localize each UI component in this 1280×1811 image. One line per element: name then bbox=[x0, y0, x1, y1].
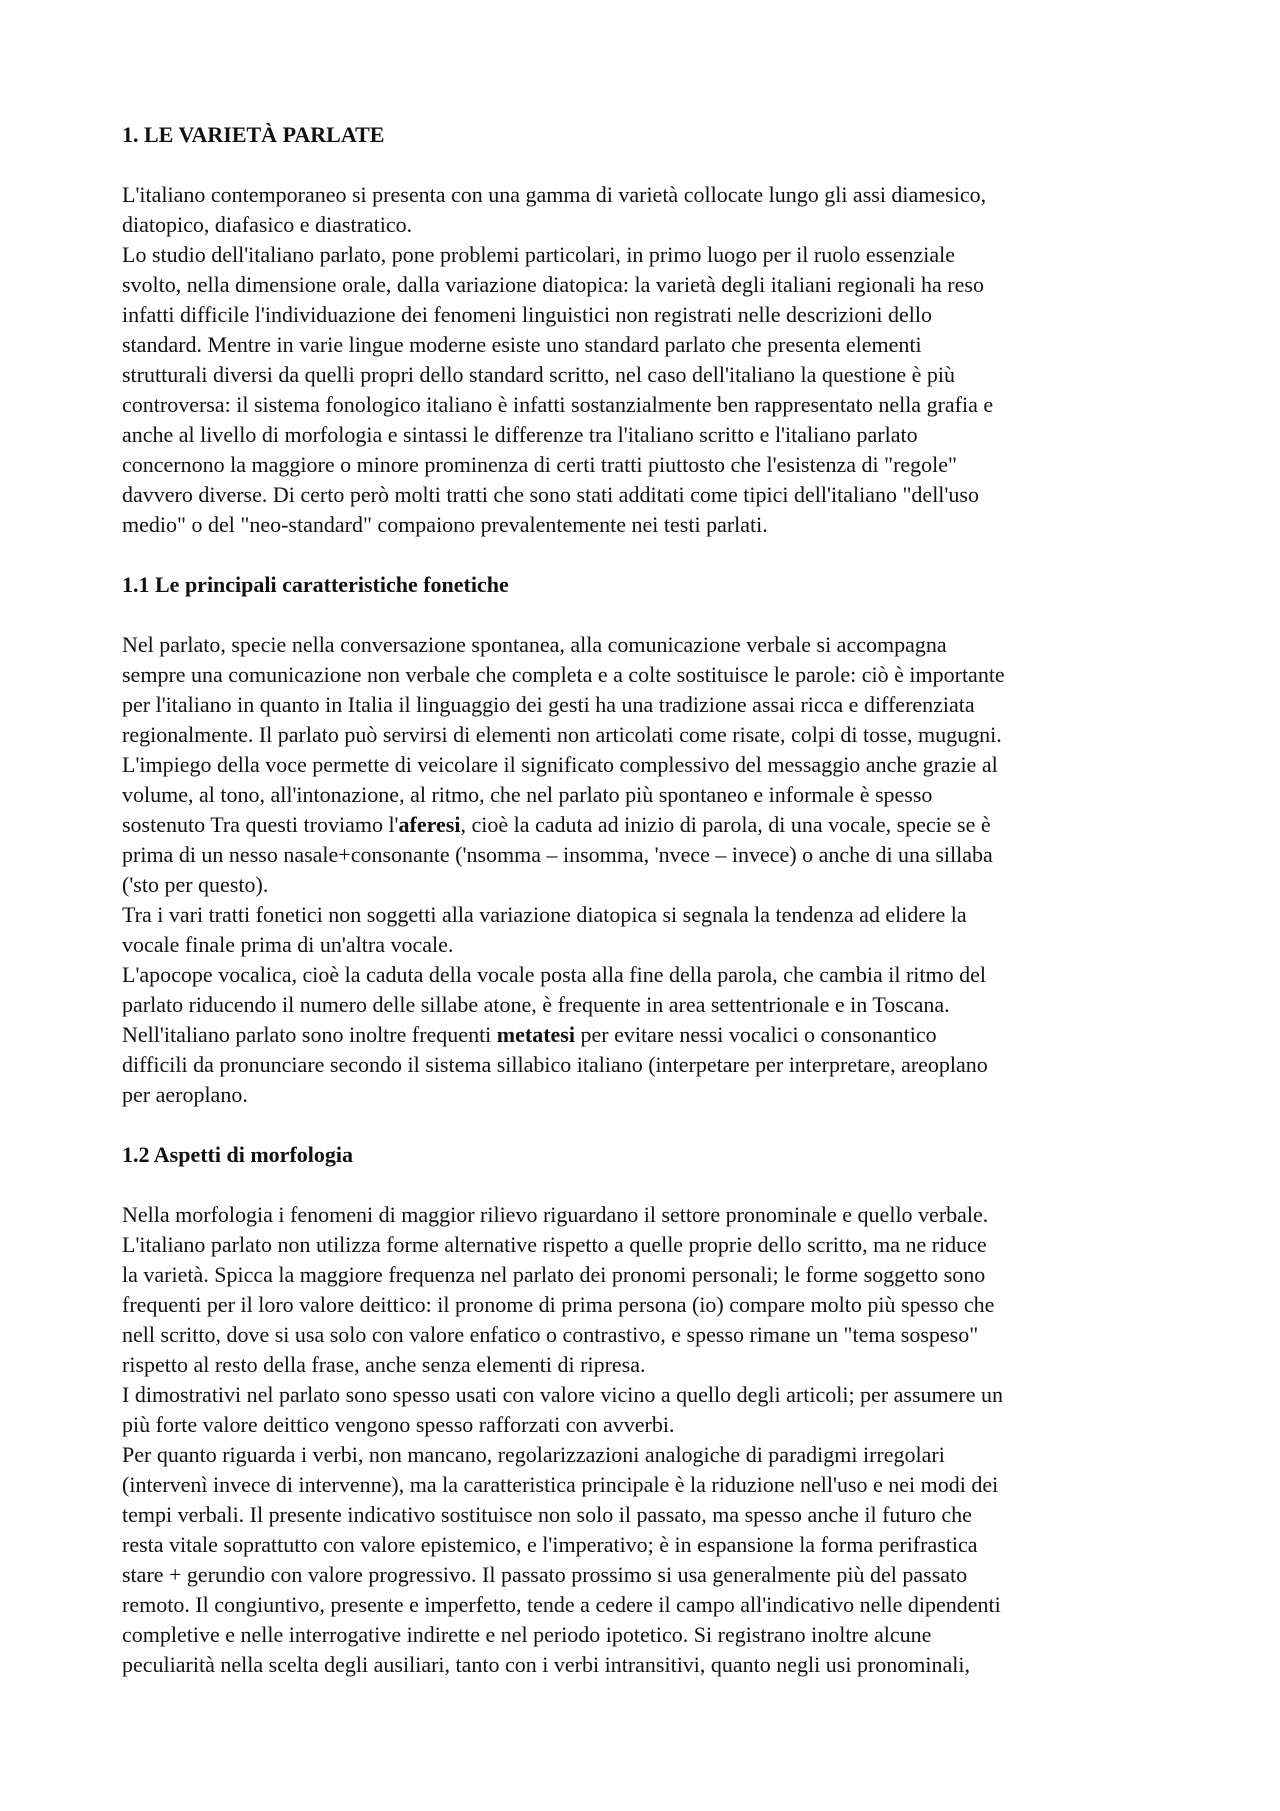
phonetics-paragraph-4 bbox=[122, 1020, 1182, 1110]
section-heading-phonetics: 1.1 Le principali caratteristiche fonetiche bbox=[122, 572, 509, 597]
morphology-paragraph-1: Nella morfologia i fenomeni di maggior rilievo riguardano il settore pronominale e quello verbale. L'italiano parlato non utilizza forme alternative rispetto a quelle proprie dello scritto, ma ne riduce la varietà. Spicca la maggiore frequenza nel parlato dei pronomi personali; le forme soggetto sono frequenti per il loro valore deittico: il pronome di prima persona (io) compare molto più spesso che nell scritto, dove si usa solo con valore enfatico o contrastivo, e spesso rimane un "tema sospeso" rispetto al resto della frase, anche senza elementi di ripresa. bbox=[122, 1202, 995, 1377]
phonetics-text: , cioè la caduta ad inizio di parola, di una vocale, specie se è prima di un nesso nasale+consonante ('nsomma – insomma, 'nvece – invece) o anche di una sillaba ('sto per questo). bbox=[122, 812, 993, 897]
phonetics-text: Nel parlato, specie nella conversazione spontanea, alla comunicazione verbale si accompagna sempre una comunicazione non verbale che completa e a colte sostituisce le parole: ciò è importante per l'italiano in quanto in Italia il linguaggio dei gesti ha una tradizione assai ricca e differenziata regionalmente. Il parlato può servirsi di elementi non articolati come risate, colpi di tosse, mugugni. L'impiego della voce permette di veicolare il significato complessivo del messaggio anche grazie al volume, al tono, all'intonazione, al ritmo, che nel parlato più spontaneo e informale è spesso sostenuto Tra questi troviamo l' bbox=[122, 632, 1005, 837]
morphology-paragraph-3: Per quanto riguarda i verbi, non mancano, regolarizzazioni analogiche di paradigmi irregolari (intervenì invece di intervenne), ma la caratteristica principale è la riduzione nell'uso e nei modi dei tempi verbali. Il presente indicativo sostituisce non solo il passato, ma spesso anche il futuro che resta vitale soprattutto con valore epistemico, e l'imperativo; è in espansione la forma perifrastica stare + gerundio con valore progressivo. Il passato prossimo si usa generalmente più del passato remoto. Il congiuntivo, presente e imperfetto, tende a cedere il campo all'indicativo nelle dipendenti completive e nelle interrogative indirette e nel periodo ipotetico. Si registrano inoltre alcune peculiarità nella scelta degli ausiliari, tanto con i verbi intransitivi, quanto negli usi pronominali, bbox=[122, 1442, 1001, 1677]
intro-paragraph-1: L'italiano contemporaneo si presenta con una gamma di varietà collocate lungo gli assi diamesico, diatopico, diafasico e diastratico. bbox=[122, 182, 987, 237]
term-aferesi: aferesi bbox=[398, 812, 461, 837]
phonetics-paragraph-1 bbox=[122, 630, 1182, 900]
phonetics-text: per evitare nessi vocalici o consonantico difficili da pronunciare secondo il sistema sillabico italiano (interpetare per interpretare, areoplano per aeroplano. bbox=[122, 1022, 988, 1107]
section-heading-morphology: 1.2 Aspetti di morfologia bbox=[122, 1142, 353, 1167]
morphology-paragraph-2: I dimostrativi nel parlato sono spesso usati con valore vicino a quello degli articoli; per assumere un più forte valore deittico vengono spesso rafforzati con avverbi. bbox=[122, 1382, 1003, 1437]
document-title: 1. LE VARIETÀ PARLATE bbox=[122, 122, 385, 147]
document-page bbox=[122, 120, 1182, 1680]
phonetics-paragraph-3: L'apocope vocalica, cioè la caduta della vocale posta alla fine della parola, che cambia il ritmo del parlato riducendo il numero delle sillabe atone, è frequente in area settentrionale e in Toscana. bbox=[122, 962, 986, 1017]
intro-paragraph-2: Lo studio dell'italiano parlato, pone problemi particolari, in primo luogo per il ruolo essenziale svolto, nella dimensione orale, dalla variazione diatopica: la varietà degli italiani regionali ha reso infatti difficile l'individuazione dei fenomeni linguistici non registrati nelle descrizioni dello standard. Mentre in varie lingue moderne esiste uno standard parlato che presenta elementi strutturali diversi da quelli propri dello standard scritto, nel caso dell'italiano la questione è più controversa: il sistema fonologico italiano è infatti sostanzialmente ben rappresentato nella grafia e anche al livello di morfologia e sintassi le differenze tra l'italiano scritto e l'italiano parlato concernono la maggiore o minore prominenza di certi tratti piuttosto che l'esistenza di "regole" davvero diverse. Di certo però molti tratti che sono stati additati come tipici dell'italiano "dell'uso medio" o del "neo-standard" compaiono prevalentemente nei testi parlati. bbox=[122, 242, 994, 537]
phonetics-text: Nell'italiano parlato sono inoltre frequenti bbox=[122, 1022, 497, 1047]
term-metatesi: metatesi bbox=[496, 1022, 575, 1047]
phonetics-paragraph-2: Tra i vari tratti fonetici non soggetti alla variazione diatopica si segnala la tendenza ad elidere la vocale finale prima di un'altra vocale. bbox=[122, 902, 967, 957]
